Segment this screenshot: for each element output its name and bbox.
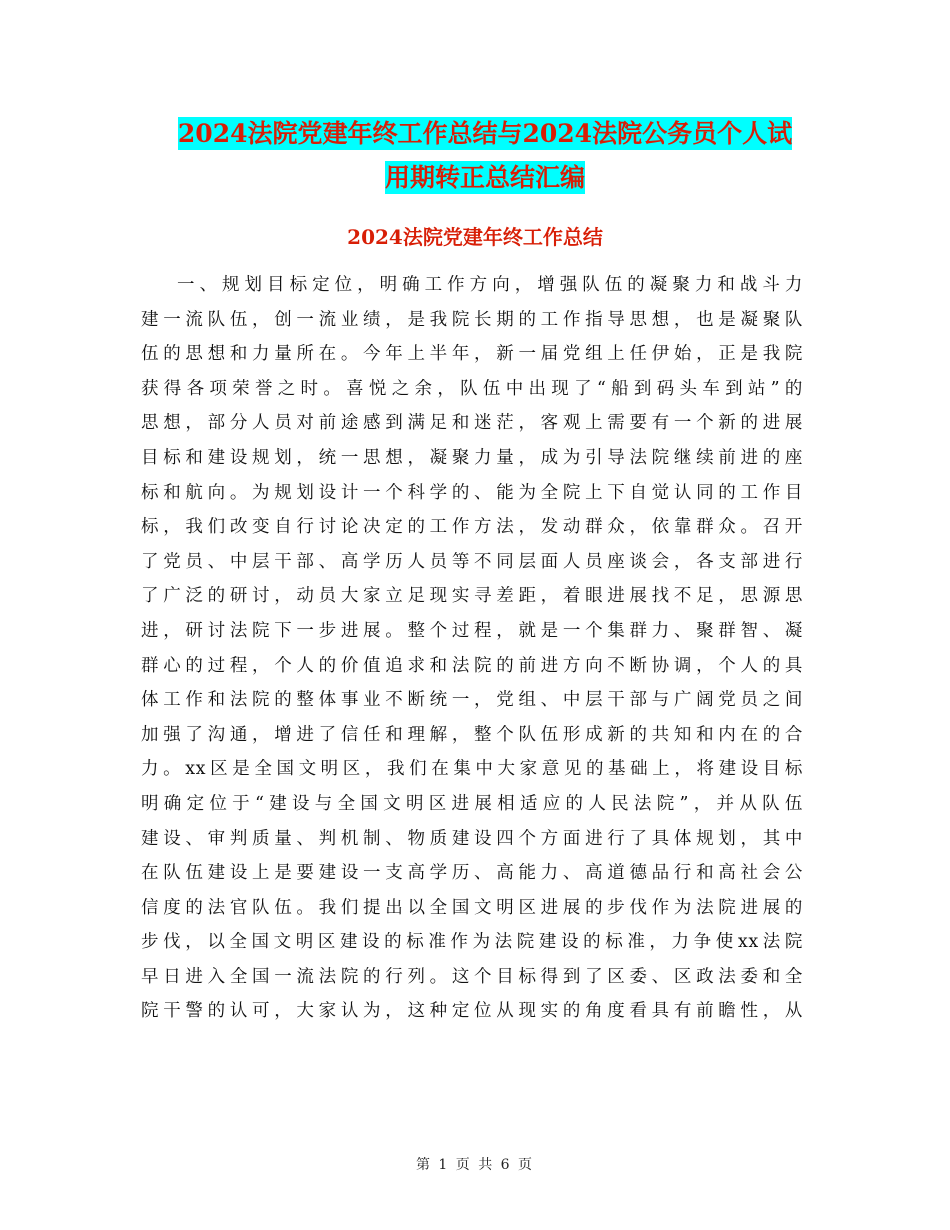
- paragraph-line: 伍的思想和力量所在。今年上半年，新一届党组上任伊始，正是我院: [141, 344, 803, 365]
- document-title: [140, 112, 830, 200]
- paragraph-line: 目标和建设规划，统一思想，凝聚力量，成为引导法院继续前进的座: [141, 447, 803, 468]
- paragraph-line: 思想，部分人员对前途感到满足和迷茫，客观上需要有一个新的进展: [141, 413, 803, 434]
- body-paragraph: [141, 268, 803, 1029]
- paragraph-line: 加强了沟通，增进了信任和理解，整个队伍形成新的共知和内在的合: [141, 724, 803, 745]
- paragraph-line: 步伐，以全国文明区建设的标准作为法院建设的标准，力争使xx法院: [141, 932, 803, 953]
- paragraph-line: 了党员、中层干部、高学历人员等不同层面人员座谈会，各支部进行: [141, 551, 803, 572]
- paragraph-line: 院干警的认可，大家认为，这种定位从现实的角度看具有前瞻性，从: [141, 1001, 803, 1022]
- paragraph-line: 进，研讨法院下一步进展。整个过程，就是一个集群力、聚群智、凝: [141, 620, 803, 641]
- paragraph-line: 体工作和法院的整体事业不断统一，党组、中层干部与广阔党员之间: [141, 690, 803, 711]
- paragraph-line: 群心的过程，个人的价值追求和法院的前进方向不断协调，个人的具: [141, 655, 803, 676]
- paragraph-line: 标，我们改变自行讨论决定的工作方法，发动群众，依靠群众。召开: [141, 517, 803, 538]
- section-title: 2024法院党建年终工作总结: [347, 225, 603, 249]
- paragraph-line: 获得各项荣誉之时。喜悦之余，队伍中出现了“船到码头车到站”的: [141, 378, 803, 399]
- paragraph-line: 建设、审判质量、判机制、物质建设四个方面进行了具体规划，其中: [141, 828, 803, 849]
- paragraph-line: 了广泛的研讨，动员大家立足现实寻差距，着眼进展找不足，思源思: [141, 586, 803, 607]
- paragraph-line: 早日进入全国一流法院的行列。这个目标得到了区委、区政法委和全: [141, 966, 803, 987]
- page-footer: 第 1 页 共 6 页: [415, 1157, 535, 1173]
- paragraph-line: 明确定位于“建设与全国文明区进展相适应的人民法院”，并从队伍: [141, 793, 803, 814]
- paragraph-line: 力。xx区是全国文明区，我们在集中大家意见的基础上，将建设目标: [141, 759, 803, 780]
- document-title-line-2: 用期转正总结汇编: [384, 163, 585, 192]
- paragraph-line: 一、规划目标定位，明确工作方向，增强队伍的凝聚力和战斗力: [177, 275, 803, 295]
- paragraph-line: 建一流队伍，创一流业绩，是我院长期的工作指导思想，也是凝聚队: [141, 309, 803, 330]
- paragraph-line: 在队伍建设上是要建设一支高学历、高能力、高道德品行和高社会公: [141, 863, 803, 884]
- document-title-line-1: 2024法院党建年终工作总结与2024法院公务员个人试: [177, 119, 793, 148]
- paragraph-line: 标和航向。为规划设计一个科学的、能为全院上下自觉认同的工作目: [141, 482, 803, 503]
- paragraph-line: 信度的法官队伍。我们提出以全国文明区进展的步伐作为法院进展的: [141, 897, 803, 918]
